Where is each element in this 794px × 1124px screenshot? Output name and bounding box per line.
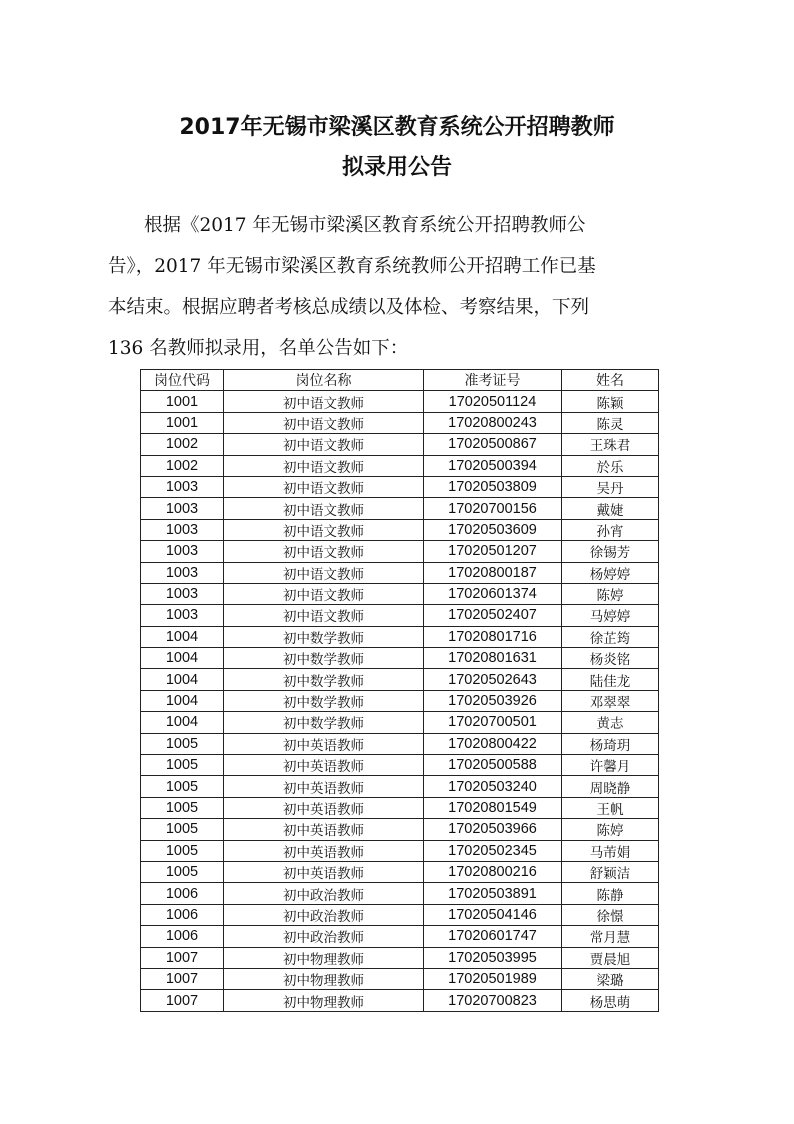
- cell-name: 马芾娟: [562, 840, 659, 861]
- header-name: 姓名: [562, 370, 659, 391]
- table-row: [141, 669, 659, 690]
- hiring-table: [140, 369, 659, 1012]
- cell-position-name: 初中英语教师: [224, 840, 424, 861]
- cell-exam-number: 17020601374: [424, 583, 562, 604]
- cell-position-code: 1003: [141, 562, 224, 583]
- table-row: [141, 904, 659, 925]
- cell-exam-number: 17020503966: [424, 819, 562, 840]
- cell-position-code: 1004: [141, 648, 224, 669]
- cell-exam-number: 17020700823: [424, 990, 562, 1011]
- cell-position-code: 1001: [141, 412, 224, 433]
- cell-position-code: 1003: [141, 498, 224, 519]
- table-row: [141, 883, 659, 904]
- cell-position-name: 初中语文教师: [224, 476, 424, 497]
- cell-exam-number: 17020800243: [424, 412, 562, 433]
- cell-position-code: 1005: [141, 755, 224, 776]
- cell-name: 王帆: [562, 797, 659, 818]
- cell-position-code: 1003: [141, 541, 224, 562]
- cell-exam-number: 17020601747: [424, 926, 562, 947]
- cell-position-code: 1005: [141, 819, 224, 840]
- cell-position-code: 1002: [141, 455, 224, 476]
- table-row: [141, 755, 659, 776]
- cell-exam-number: 17020801631: [424, 648, 562, 669]
- intro-paragraph: [108, 205, 678, 369]
- cell-position-name: 初中数学教师: [224, 690, 424, 711]
- cell-exam-number: 17020800216: [424, 861, 562, 882]
- cell-position-name: 初中数学教师: [224, 669, 424, 690]
- table-row: [141, 412, 659, 433]
- cell-name: 杨炎铭: [562, 648, 659, 669]
- cell-exam-number: 17020800187: [424, 562, 562, 583]
- cell-position-name: 初中政治教师: [224, 926, 424, 947]
- header-position-name: 岗位名称: [224, 370, 424, 391]
- cell-position-name: 初中物理教师: [224, 968, 424, 989]
- cell-position-code: 1004: [141, 669, 224, 690]
- cell-position-code: 1005: [141, 733, 224, 754]
- document-subtitle: 拟录用公告: [341, 155, 452, 180]
- cell-name: 陈灵: [562, 412, 659, 433]
- cell-position-code: 1003: [141, 605, 224, 626]
- intro-line: 根据《2017 年无锡市梁溪区教育系统公开招聘教师公: [144, 215, 586, 236]
- cell-name: 陈静: [562, 883, 659, 904]
- cell-position-name: 初中英语教师: [224, 776, 424, 797]
- table-row: [141, 562, 659, 583]
- cell-name: 徐憬: [562, 904, 659, 925]
- cell-name: 常月慧: [562, 926, 659, 947]
- cell-position-name: 初中语文教师: [224, 541, 424, 562]
- cell-exam-number: 17020501989: [424, 968, 562, 989]
- cell-exam-number: 17020503609: [424, 519, 562, 540]
- cell-exam-number: 17020502345: [424, 840, 562, 861]
- cell-name: 於乐: [562, 455, 659, 476]
- cell-position-name: 初中数学教师: [224, 648, 424, 669]
- cell-name: 杨琦玥: [562, 733, 659, 754]
- cell-position-code: 1007: [141, 990, 224, 1011]
- cell-position-name: 初中政治教师: [224, 904, 424, 925]
- table-row: [141, 391, 659, 412]
- cell-name: 杨婷婷: [562, 562, 659, 583]
- cell-exam-number: 17020503809: [424, 476, 562, 497]
- cell-name: 梁璐: [562, 968, 659, 989]
- cell-position-code: 1006: [141, 904, 224, 925]
- cell-name: 徐锡芳: [562, 541, 659, 562]
- cell-position-name: 初中政治教师: [224, 883, 424, 904]
- cell-position-code: 1005: [141, 861, 224, 882]
- cell-exam-number: 17020800422: [424, 733, 562, 754]
- table-row: [141, 840, 659, 861]
- cell-position-code: 1004: [141, 626, 224, 647]
- cell-position-name: 初中语文教师: [224, 391, 424, 412]
- cell-name: 周晓静: [562, 776, 659, 797]
- cell-name: 徐芷筠: [562, 626, 659, 647]
- cell-position-name: 初中英语教师: [224, 733, 424, 754]
- cell-name: 王珠君: [562, 434, 659, 455]
- cell-position-name: 初中语文教师: [224, 434, 424, 455]
- header-position-code: 岗位代码: [141, 370, 224, 391]
- table-row: [141, 819, 659, 840]
- cell-name: 许馨月: [562, 755, 659, 776]
- table-row: [141, 968, 659, 989]
- cell-position-code: 1005: [141, 776, 224, 797]
- table-row: [141, 519, 659, 540]
- cell-name: 邓翠翠: [562, 690, 659, 711]
- table-row: [141, 648, 659, 669]
- cell-exam-number: 17020502643: [424, 669, 562, 690]
- cell-exam-number: 17020502407: [424, 605, 562, 626]
- table-row: [141, 776, 659, 797]
- cell-position-name: 初中语文教师: [224, 455, 424, 476]
- cell-exam-number: 17020500394: [424, 455, 562, 476]
- cell-position-name: 初中英语教师: [224, 819, 424, 840]
- cell-name: 马婷婷: [562, 605, 659, 626]
- cell-name: 陆佳龙: [562, 669, 659, 690]
- table-row: [141, 626, 659, 647]
- cell-position-name: 初中语文教师: [224, 519, 424, 540]
- cell-position-code: 1006: [141, 883, 224, 904]
- cell-position-name: 初中物理教师: [224, 947, 424, 968]
- table-row: [141, 541, 659, 562]
- cell-name: 陈颖: [562, 391, 659, 412]
- table-row: [141, 476, 659, 497]
- cell-position-name: 初中数学教师: [224, 626, 424, 647]
- table-row: [141, 947, 659, 968]
- cell-position-name: 初中语文教师: [224, 412, 424, 433]
- table-row: [141, 990, 659, 1011]
- cell-position-code: 1002: [141, 434, 224, 455]
- table-header-row: [141, 370, 659, 391]
- cell-exam-number: 17020801716: [424, 626, 562, 647]
- table-row: [141, 861, 659, 882]
- cell-name: 贾晨旭: [562, 947, 659, 968]
- cell-exam-number: 17020700156: [424, 498, 562, 519]
- cell-name: 孙宵: [562, 519, 659, 540]
- cell-position-name: 初中英语教师: [224, 797, 424, 818]
- cell-position-code: 1003: [141, 583, 224, 604]
- intro-line: 本结束。根据应聘者考核总成绩以及体检、考察结果，下列: [108, 297, 590, 318]
- cell-position-code: 1004: [141, 690, 224, 711]
- cell-position-code: 1007: [141, 968, 224, 989]
- cell-name: 戴婕: [562, 498, 659, 519]
- cell-exam-number: 17020503240: [424, 776, 562, 797]
- cell-name: 吴丹: [562, 476, 659, 497]
- cell-exam-number: 17020503891: [424, 883, 562, 904]
- cell-position-code: 1005: [141, 797, 224, 818]
- cell-position-name: 初中物理教师: [224, 990, 424, 1011]
- cell-position-code: 1007: [141, 947, 224, 968]
- cell-position-name: 初中语文教师: [224, 562, 424, 583]
- table-row: [141, 797, 659, 818]
- table-row: [141, 498, 659, 519]
- table-row: [141, 455, 659, 476]
- intro-line: 告》，2017 年无锡市梁溪区教育系统教师公开招聘工作已基: [108, 256, 596, 277]
- cell-name: 黄志: [562, 712, 659, 733]
- table-row: [141, 712, 659, 733]
- cell-name: 舒颖洁: [562, 861, 659, 882]
- cell-name: 陈婷: [562, 819, 659, 840]
- table-row: [141, 926, 659, 947]
- cell-position-name: 初中语文教师: [224, 498, 424, 519]
- cell-position-code: 1004: [141, 712, 224, 733]
- table-row: [141, 605, 659, 626]
- table-row: [141, 733, 659, 754]
- cell-exam-number: 17020500588: [424, 755, 562, 776]
- cell-exam-number: 17020504146: [424, 904, 562, 925]
- cell-exam-number: 17020500867: [424, 434, 562, 455]
- cell-exam-number: 17020503926: [424, 690, 562, 711]
- cell-position-code: 1006: [141, 926, 224, 947]
- table-row: [141, 583, 659, 604]
- cell-position-code: 1005: [141, 840, 224, 861]
- cell-exam-number: 17020501207: [424, 541, 562, 562]
- cell-name: 陈婷: [562, 583, 659, 604]
- cell-position-name: 初中语文教师: [224, 605, 424, 626]
- cell-position-name: 初中英语教师: [224, 861, 424, 882]
- cell-position-code: 1003: [141, 519, 224, 540]
- cell-position-name: 初中英语教师: [224, 755, 424, 776]
- cell-name: 杨思萌: [562, 990, 659, 1011]
- intro-line: 136 名教师拟录用，名单公告如下：: [108, 338, 409, 359]
- table-row: [141, 434, 659, 455]
- cell-position-code: 1003: [141, 476, 224, 497]
- cell-position-code: 1001: [141, 391, 224, 412]
- document-title: 2017年无锡市梁溪区教育系统公开招聘教师: [179, 115, 615, 140]
- cell-exam-number: 17020801549: [424, 797, 562, 818]
- header-exam-number: 准考证号: [424, 370, 562, 391]
- table-row: [141, 690, 659, 711]
- cell-position-name: 初中数学教师: [224, 712, 424, 733]
- cell-exam-number: 17020501124: [424, 391, 562, 412]
- cell-position-name: 初中语文教师: [224, 583, 424, 604]
- cell-exam-number: 17020503995: [424, 947, 562, 968]
- cell-exam-number: 17020700501: [424, 712, 562, 733]
